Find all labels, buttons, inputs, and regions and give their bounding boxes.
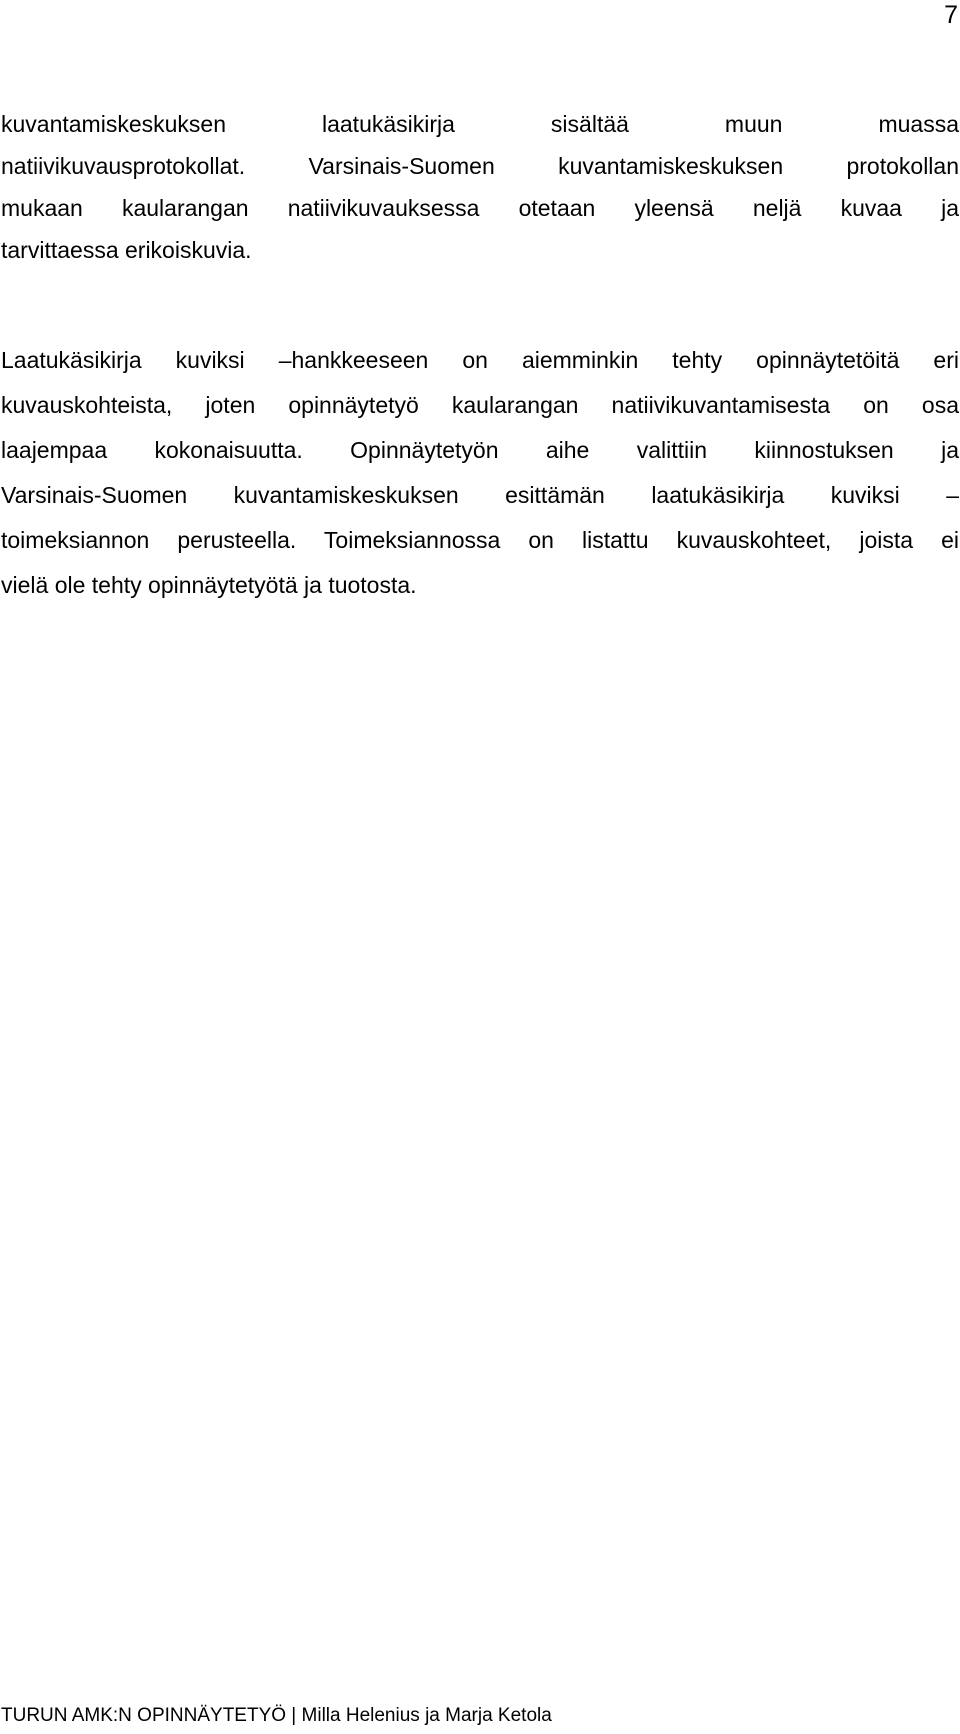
- paragraph-line: toimeksiannon perusteella. Toimeksiannossa on listattu kuvauskohteet, joista ei: [1, 527, 959, 553]
- paragraph-line: natiivikuvausprotokollat. Varsinais-Suomen kuvantamiskeskuksen protokollan: [1, 153, 959, 179]
- paragraph-line: tarvittaessa erikoiskuvia.: [1, 237, 252, 263]
- paragraph-1: [1, 103, 959, 271]
- paragraph-line: laajempaa kokonaisuutta. Opinnäytetyön aihe valittiin kiinnostuksen ja: [1, 437, 959, 463]
- footer: TURUN AMK:N OPINNÄYTETYÖ | Milla Helenius ja Marja Ketola: [1, 1705, 552, 1726]
- page-number: 7: [944, 1, 958, 29]
- paragraph-line: vielä ole tehty opinnäytetyötä ja tuotosta.: [1, 572, 417, 598]
- paragraph-2: [1, 338, 959, 608]
- paragraph-line: Laatukäsikirja kuviksi –hankkeeseen on aiemminkin tehty opinnäytetöitä eri: [1, 347, 959, 373]
- paragraph-line: kuvauskohteista, joten opinnäytetyö kaularangan natiivikuvantamisesta on osa: [1, 392, 959, 418]
- paragraph-line: kuvantamiskeskuksen laatukäsikirja sisältää muun muassa: [1, 111, 959, 137]
- paragraph-line: mukaan kaularangan natiivikuvauksessa otetaan yleensä neljä kuvaa ja: [1, 195, 959, 221]
- paragraph-line: Varsinais-Suomen kuvantamiskeskuksen esittämän laatukäsikirja kuviksi –: [1, 482, 959, 508]
